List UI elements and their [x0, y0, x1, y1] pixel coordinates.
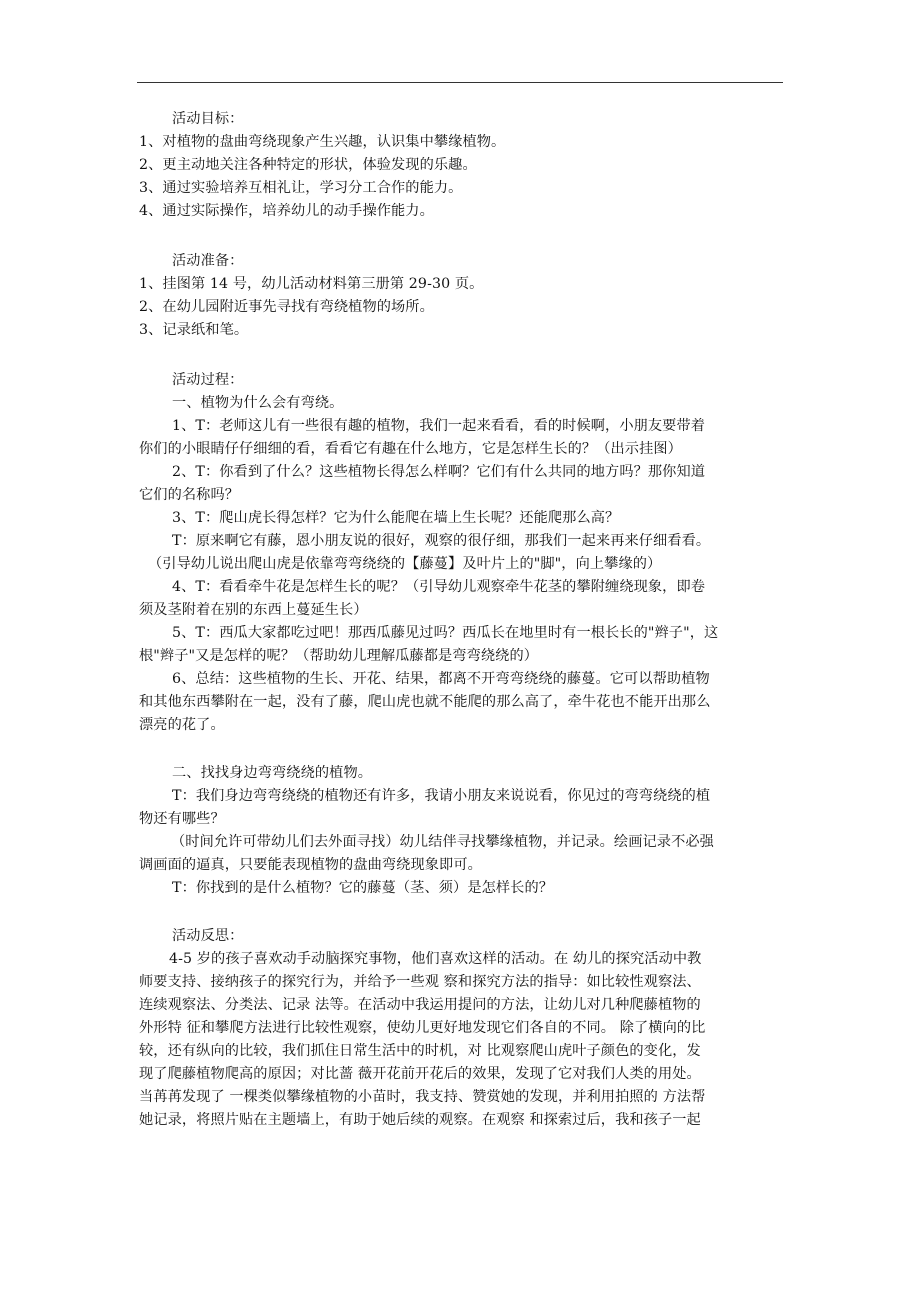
goals-heading: 活动目标： [172, 111, 244, 127]
preparation-heading: 活动准备： [172, 253, 244, 269]
process-line: 2、T：你看到了什么？这些植物长得怎么样啊？它们有什么共同的地方吗？那你知道 [172, 464, 706, 480]
process-line: （引导幼儿说出爬山虎是依靠弯弯绕绕的【藤蔓】及叶片上的"脚"，向上攀缘的） [148, 556, 662, 572]
reflection-line: 连续观察法、分类法、记录 法等。在活动中我运用提问的方法，让幼儿对几种爬藤植物的 [139, 997, 701, 1013]
process-line: 你们的小眼睛仔仔细细的看，看看它有趣在什么地方，它是怎样生长的？（出示挂图） [139, 441, 682, 457]
process-line: 调画面的逼真，只要能表现植物的盘曲弯绕现象即可。 [139, 857, 482, 873]
process-line: 5、T：西瓜大家都吃过吧！那西瓜藤见过吗？西瓜长在地里时有一根长长的"辫子"，这 [172, 625, 719, 641]
section-gap [139, 737, 785, 762]
reflection-heading: 活动反思： [172, 928, 244, 944]
goal-item: 1、对植物的盘曲弯绕现象产生兴趣，认识集中攀缘植物。 [139, 134, 506, 150]
process-line: 4、T：看看牵牛花是怎样生长的呢？（引导幼儿观察牵牛花茎的攀附缠绕现象，即卷 [172, 579, 706, 595]
process-line: T：我们身边弯弯绕绕的植物还有许多，我请小朋友来说说看，你见过的弯弯绕绕的植 [172, 788, 711, 804]
process-heading: 活动过程： [172, 372, 244, 388]
preparation-item: 2、在幼儿园附近事先寻找有弯绕植物的场所。 [139, 299, 434, 315]
process-part1-title: 一、植物为什么会有弯绕。 [172, 395, 344, 411]
reflection-section [139, 925, 785, 1132]
reflection-line: 当苒苒发现了 一棵类似攀缘植物的小苗时，我支持、赞赏她的发现，并利用拍照的 方法帮 [139, 1089, 706, 1105]
process-line: 它们的名称吗？ [139, 487, 240, 503]
preparation-section [139, 250, 785, 342]
reflection-line: 师要支持、接纳孩子的探究行为，并给予一些观 察和探究方法的指导：如比较性观察法、 [139, 974, 701, 990]
process-line: 6、总结：这些植物的生长、开花、结果，都离不开弯弯绕绕的藤蔓。它可以帮助植物 [172, 671, 710, 687]
section-gap [139, 900, 785, 925]
process-line: 物还有哪些？ [139, 811, 225, 827]
reflection-line: 4-5 岁的孩子喜欢动手动脑探究事物，他们喜欢这样的活动。在 幼儿的探究活动中教 [169, 951, 702, 967]
reflection-line: 她记录，将照片贴在主题墙上，有助于她后续的观察。在观察 和探索过后，我和孩子一起 [139, 1112, 701, 1128]
goals-section [139, 108, 785, 223]
process-line: 根"辫子"又是怎样的呢？（帮助幼儿理解瓜藤都是弯弯绕绕的） [139, 648, 539, 664]
process-line: 1、T：老师这儿有一些很有趣的植物，我们一起来看看，看的时候啊，小朋友要带着 [172, 418, 706, 434]
process-part2-title: 二、找找身边弯弯绕绕的植物。 [172, 765, 373, 781]
process-line: T：你找到的是什么植物？它的藤蔓（茎、须）是怎样长的？ [172, 880, 554, 896]
goal-item: 3、通过实验培养互相礼让，学习分工合作的能力。 [139, 180, 463, 196]
goal-item: 4、通过实际操作，培养幼儿的动手操作能力。 [139, 203, 434, 219]
section-gap [139, 223, 785, 250]
process-line: 和其他东西攀附在一起，没有了藤，爬山虎也就不能爬的那么高了，牵牛花也不能开出那么 [139, 694, 711, 710]
reflection-line: 较，还有纵向的比较，我们抓住日常生活中的时机，对 比观察爬山虎叶子颜色的变化，发 [139, 1043, 701, 1059]
reflection-line: 外形特 征和攀爬方法进行比较性观察，使幼儿更好地发现它们各自的不同。 除了横向的比 [139, 1020, 706, 1036]
process-line: T：原来啊它有藤，恩小朋友说的很好，观察的很仔细，那我们一起来再来仔细看看。 [172, 533, 711, 549]
reflection-line: 现了爬藤植物爬高的原因；对比蔷 薇开花前开花后的效果，发现了它对我们人类的用处。 [139, 1066, 701, 1082]
goal-item: 2、更主动地关注各种特定的形状，体验发现的乐趣。 [139, 157, 477, 173]
process-line: 须及茎附着在别的东西上蔓延生长） [139, 602, 368, 618]
header-rule [137, 82, 783, 83]
process-line: 3、T：爬山虎长得怎样？它为什么能爬在墙上生长呢？还能爬那么高？ [172, 510, 620, 526]
process-line: （时间允许可带幼儿们去外面寻找）幼儿结伴寻找攀缘植物，并记录。绘画记录不必强 [171, 834, 714, 850]
preparation-item: 3、记录纸和笔。 [139, 322, 249, 338]
document-body [139, 108, 785, 1132]
process-line: 漂亮的花了。 [139, 717, 225, 733]
section-gap [139, 342, 785, 369]
preparation-item: 1、挂图第 14 号，幼儿活动材料第三册第 29-30 页。 [139, 276, 484, 292]
process-section [139, 369, 785, 900]
